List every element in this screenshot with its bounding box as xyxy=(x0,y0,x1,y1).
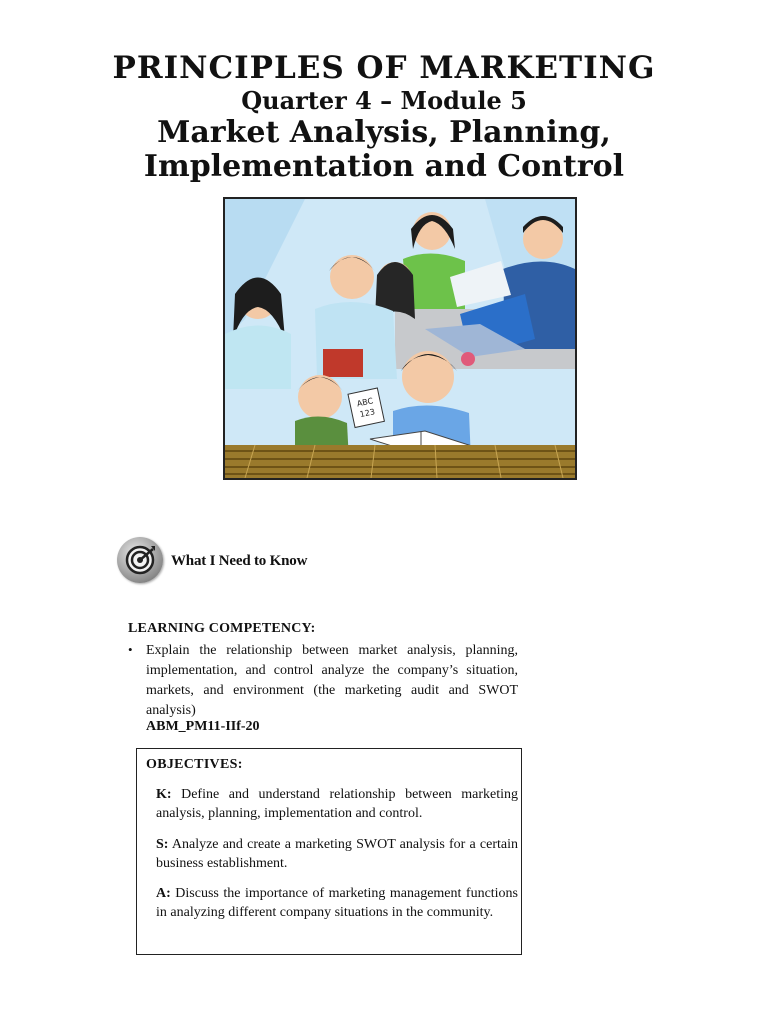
subject-title: PRINCIPLES OF MARKETING xyxy=(112,50,656,86)
learning-competency-heading: LEARNING COMPETENCY: xyxy=(128,621,316,636)
learning-competency-list xyxy=(128,641,518,721)
objective-skill xyxy=(156,835,518,873)
module-title-line-1: Market Analysis, Planning, xyxy=(157,115,611,150)
cover-illustration xyxy=(223,197,577,480)
objective-knowledge xyxy=(156,785,518,823)
bullet: • xyxy=(128,642,133,657)
section-title: What I Need to Know xyxy=(171,553,308,569)
learning-competency-text: Explain the relationship between market analysis, planning, implementation, and control analyze the company’s situation, markets, and environment (the marketing audit and SWOT analysis) xyxy=(146,643,518,718)
objective-attitude xyxy=(156,884,518,922)
competency-code: ABM_PM11-IIf-20 xyxy=(146,719,260,734)
module-title-line-2: Implementation and Control xyxy=(143,149,625,184)
objectives-heading: OBJECTIVES: xyxy=(146,757,243,772)
objective-label: A: xyxy=(156,886,171,901)
target-icon xyxy=(117,537,163,583)
objectives-box xyxy=(136,748,522,955)
list-item xyxy=(128,641,518,721)
objective-label: K: xyxy=(156,787,172,802)
objective-text: Analyze and create a marketing SWOT analysis for a certain business establishment. xyxy=(156,837,518,871)
card-text-line-1: ABC xyxy=(356,396,375,409)
objective-text: Discuss the importance of marketing management functions in analyzing different company situations in the community. xyxy=(156,886,519,920)
objective-text: Define and understand relationship between marketing analysis, planning, implementation and control. xyxy=(156,787,519,821)
objective-label: S: xyxy=(156,837,169,852)
card-text-line-2: 123 xyxy=(358,407,376,420)
module-subtitle: Quarter 4 – Module 5 xyxy=(241,86,527,115)
